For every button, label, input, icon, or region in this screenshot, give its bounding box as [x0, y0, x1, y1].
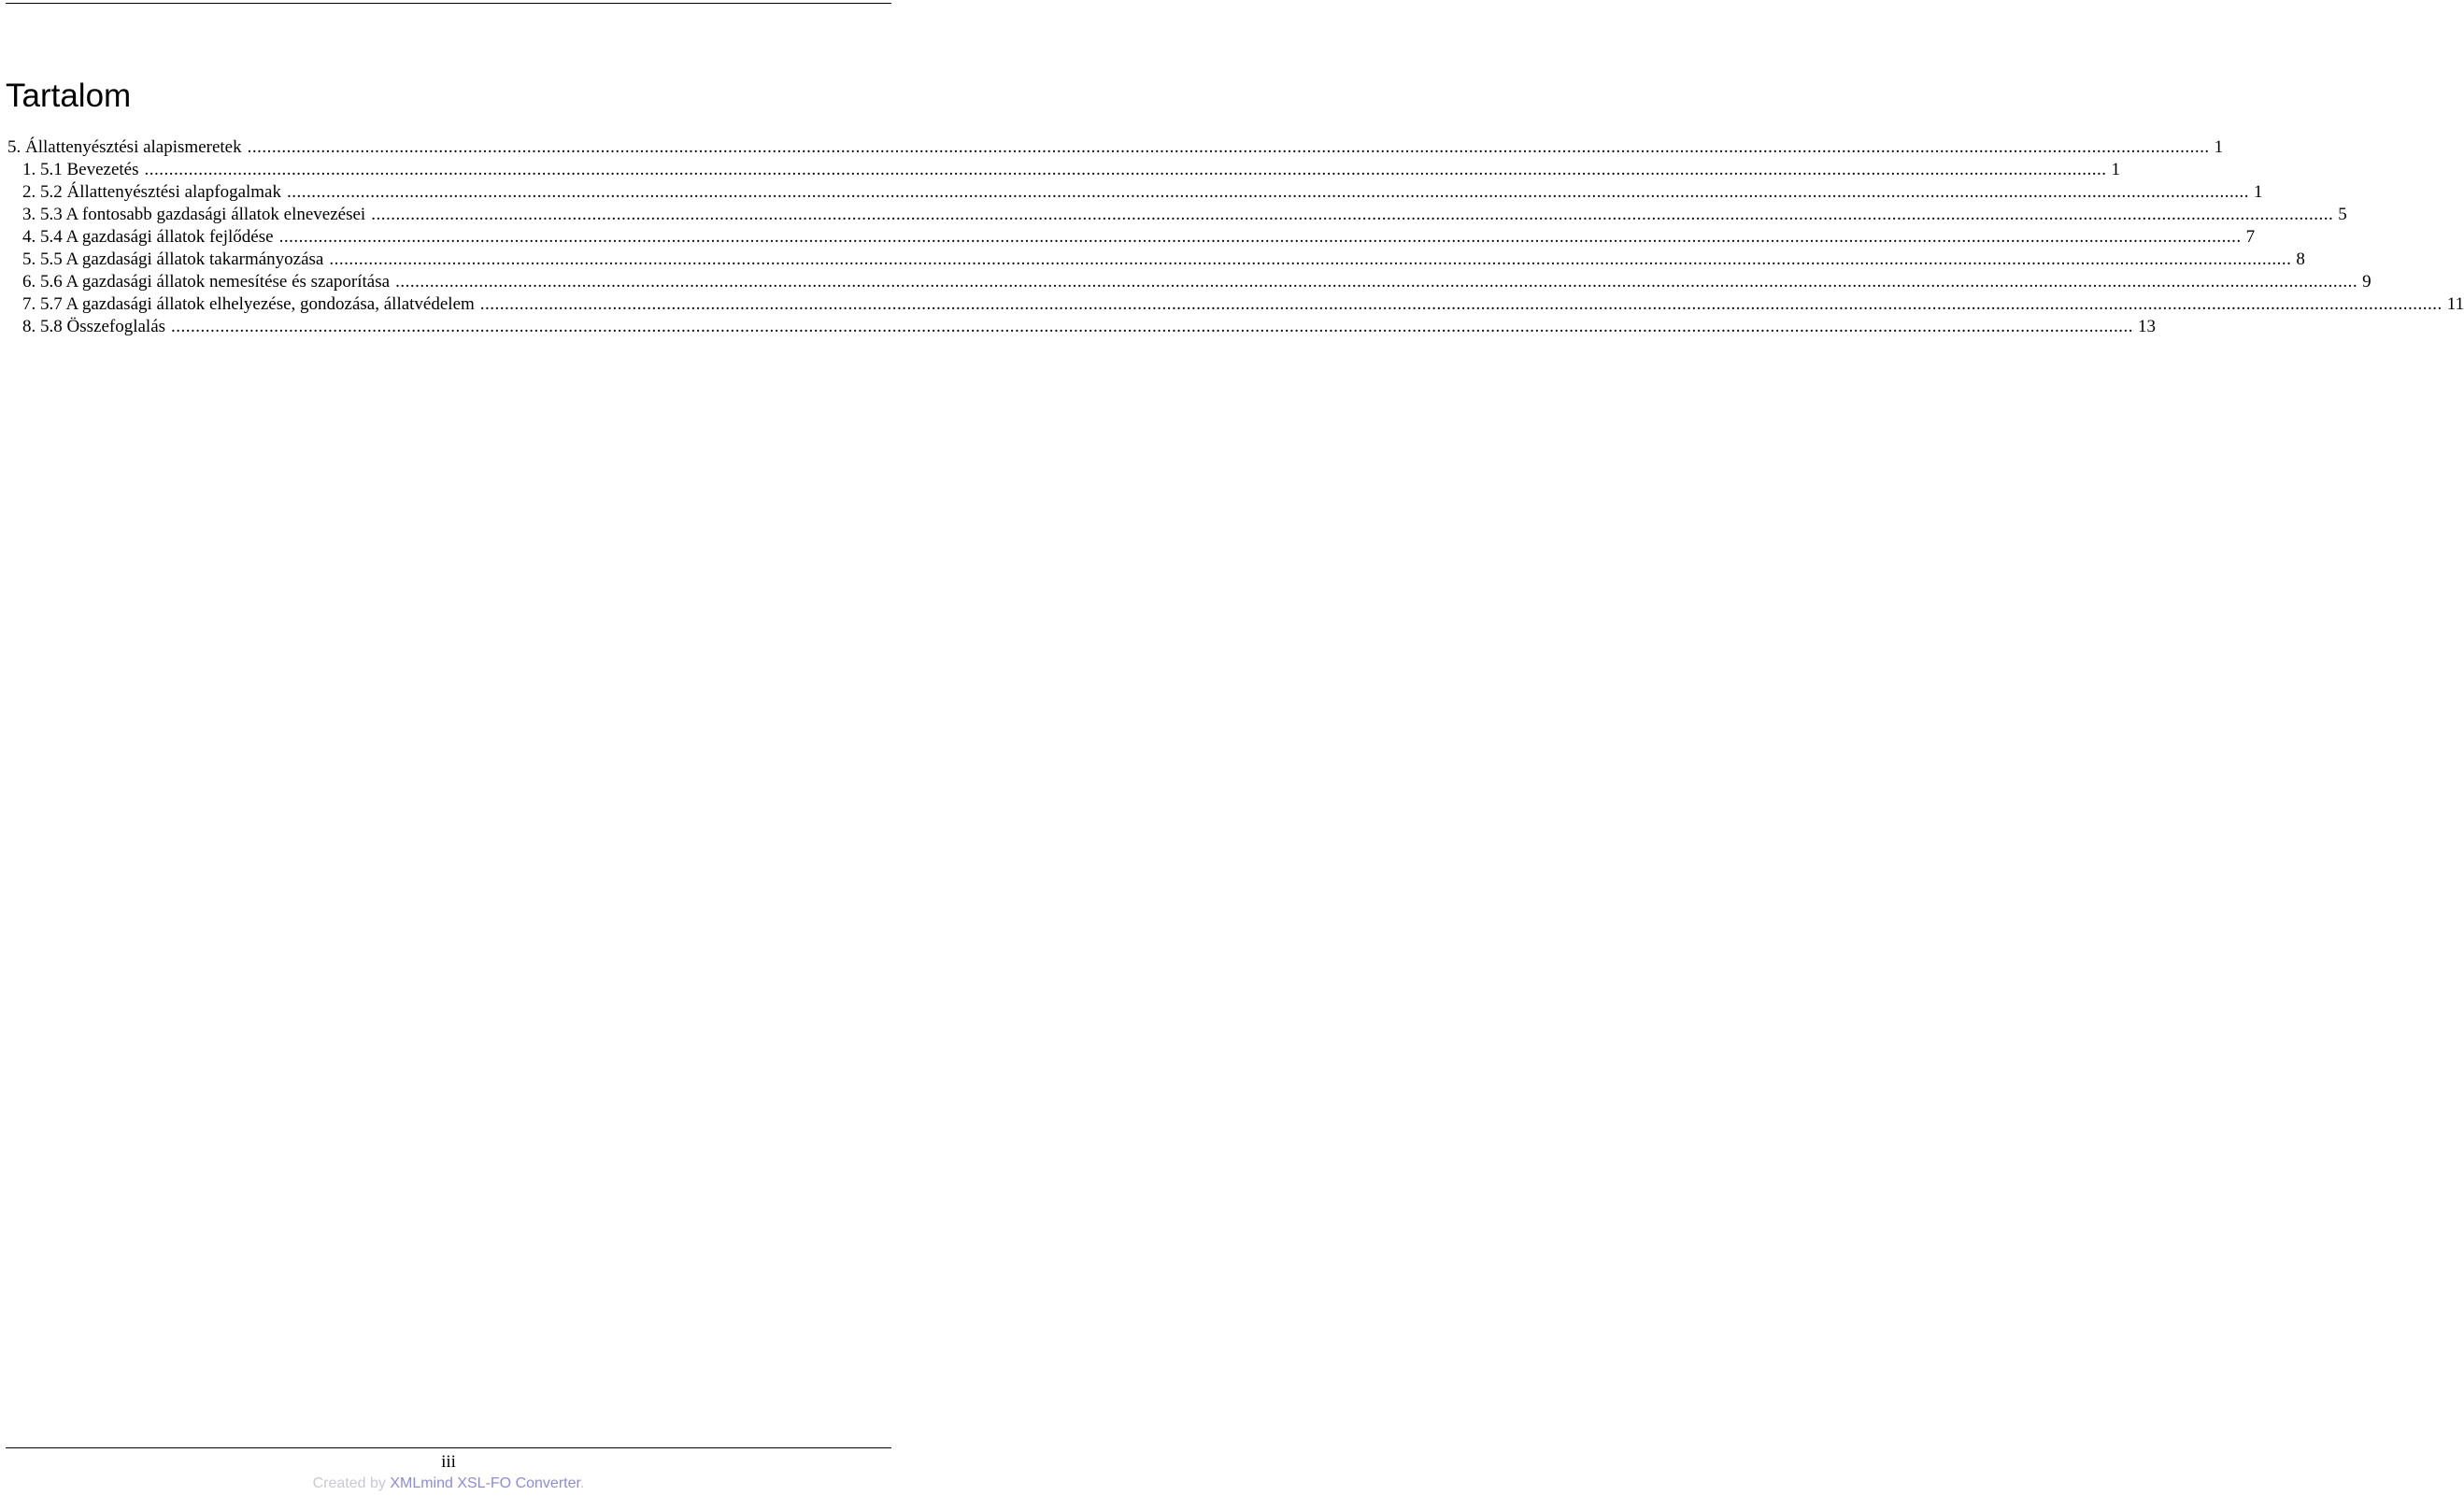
toc-dot-leader: ................................................................................................................................................................................................................................................................................................................................................................................................................ [479, 294, 2443, 314]
toc-entry-5-1[interactable] [7, 159, 2121, 181]
toc-entry-label: 3. 5.3 A fontosabb gazdasági állatok elnevezései [22, 205, 366, 224]
footer-credit [0, 1475, 897, 1493]
toc-entry-5-2[interactable] [7, 181, 2263, 204]
toc-entry-label: 8. 5.8 Összefoglalás [22, 317, 166, 336]
toc-dot-leader: ................................................................................................................................................................................................................................................................................................................................................................................................................ [371, 205, 2334, 224]
toc-dot-leader: ................................................................................................................................................................................................................................................................................................................................................................................................................ [144, 160, 2107, 179]
toc-entry-page: 1 [2214, 137, 2224, 157]
toc-entry-label: 1. 5.1 Bevezetés [22, 160, 139, 179]
toc-entry-5-3[interactable] [7, 204, 2347, 226]
toc-entry-5-5[interactable] [7, 249, 2305, 271]
toc-entry-label: 4. 5.4 A gazdasági állatok fejlődése [22, 227, 274, 247]
toc-entry-page: 1 [2111, 160, 2121, 179]
toc-entry-page: 7 [2245, 227, 2256, 247]
footer-rule [6, 1447, 891, 1448]
toc-entry-page: 5 [2338, 205, 2347, 224]
header-rule [6, 3, 891, 4]
toc-dot-leader: ................................................................................................................................................................................................................................................................................................................................................................................................................ [287, 182, 2249, 202]
toc-entry-label: 2. 5.2 Állattenyésztési alapfogalmak [22, 182, 281, 202]
toc-entry-label: 5. Állattenyésztési alapismeretek [7, 137, 242, 157]
page-title: Tartalom [6, 78, 132, 114]
toc-entry-page: 9 [2362, 272, 2371, 292]
toc-entry-label: 7. 5.7 A gazdasági állatok elhelyezése, gondozása, állatvédelem [22, 294, 475, 314]
toc-entry-5-4[interactable] [7, 226, 2256, 249]
toc-dot-leader: ................................................................................................................................................................................................................................................................................................................................................................................................................ [171, 317, 2134, 336]
table-of-contents [7, 136, 2464, 338]
page-number: iii [441, 1452, 456, 1472]
toc-entry-5-6[interactable] [7, 271, 2371, 293]
toc-entry-page: 1 [2254, 182, 2263, 202]
toc-dot-leader: ................................................................................................................................................................................................................................................................................................................................................................................................................ [278, 227, 2242, 247]
credit-prefix: Created by [312, 1475, 391, 1491]
toc-entry-label: 5. 5.5 A gazdasági állatok takarmányozása [22, 249, 324, 269]
toc-entry-page: 8 [2296, 249, 2305, 269]
toc-entry-page: 11 [2446, 294, 2464, 314]
credit-suffix: . [579, 1475, 585, 1491]
credit-link[interactable]: XMLmind XSL-FO Converter [390, 1475, 580, 1491]
toc-entry-label: 6. 5.6 A gazdasági állatok nemesítése és szaporítása [22, 272, 391, 292]
toc-entry-chapter-5[interactable] [7, 136, 2224, 159]
toc-entry-5-7[interactable] [7, 293, 2464, 316]
toc-entry-5-8[interactable] [7, 316, 2157, 338]
toc-dot-leader: ................................................................................................................................................................................................................................................................................................................................................................................................................ [329, 249, 2292, 269]
toc-dot-leader: ................................................................................................................................................................................................................................................................................................................................................................................................................ [247, 137, 2210, 157]
toc-dot-leader: ................................................................................................................................................................................................................................................................................................................................................................................................................ [395, 272, 2358, 292]
toc-entry-page: 13 [2138, 317, 2157, 336]
